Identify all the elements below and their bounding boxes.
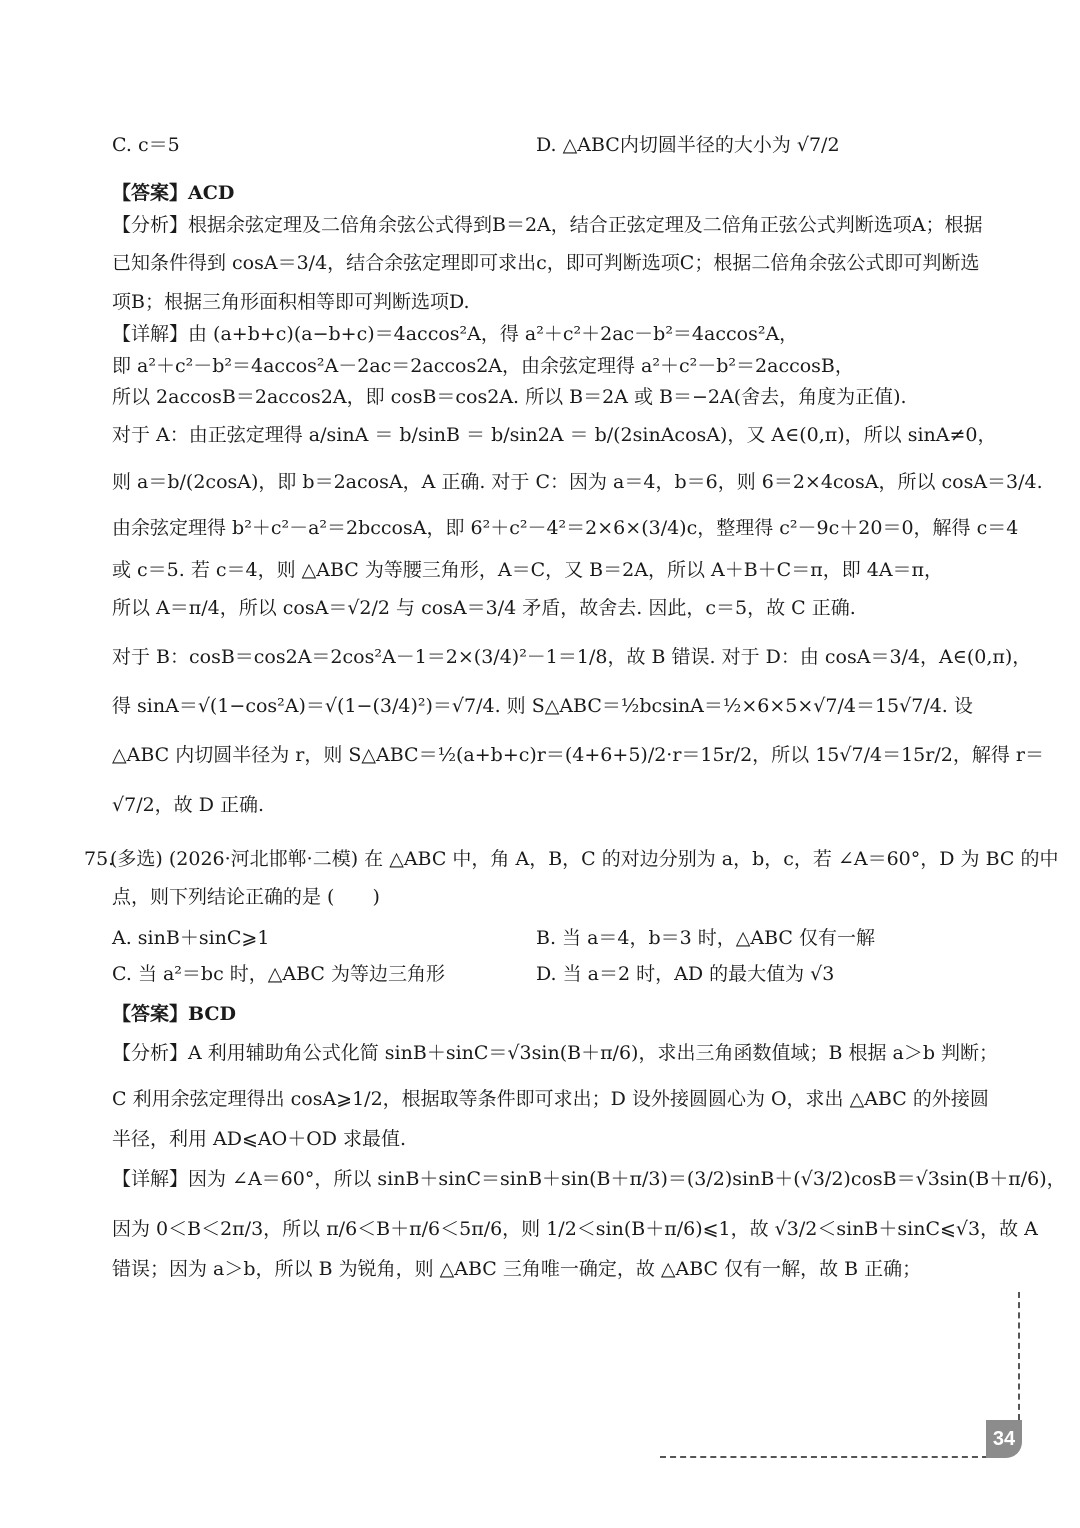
analysis-prev-line-3: 项B；根据三角形面积相等即可判断选项D.	[112, 291, 470, 313]
answer: 【答案】BCD	[112, 1003, 237, 1025]
question-stem-line-2: 点，则下列结论正确的是 ( )	[112, 886, 380, 908]
page-border-dashed-vertical	[1018, 1292, 1020, 1420]
detail-prev-line-12: √7/2，故 D 正确.	[112, 794, 265, 816]
detail-prev-line-3: 所以 2accosB＝2accos2A，即 cosB＝cos2A. 所以 B＝2A 或 B＝−2A(舍去，角度为正值).	[112, 386, 907, 408]
detail-prev-line-2: 即 a²＋c²－b²＝4accos²A－2ac＝2accos2A，由余弦定理得 a²＋c²－b²＝2accosB，	[112, 355, 854, 377]
analysis-line-3: 半径，利用 AD⩽AO＋OD 求最值.	[112, 1128, 407, 1150]
detail-prev-line-5: 则 a＝b/(2cosA)，即 b＝2acosA，A 正确. 对于 C：因为 a＝4，b＝6，则 6＝2×4cosA，所以 cosA＝3/4.	[112, 471, 1043, 493]
option-d-prev: D. △ABC内切圆半径的大小为 √7/2	[536, 134, 840, 156]
option-c-prev: C. c＝5	[112, 134, 180, 156]
detail-prev-line-1: 【详解】由 (a+b+c)(a−b+c)＝4accos²A，得 a²＋c²＋2ac－b²＝4accos²A，	[112, 323, 799, 345]
detail-prev-line-11: △ABC 内切圆半径为 r，则 S△ABC＝½(a+b+c)r＝(4+6+5)/2·r＝15r/2，所以 15√7/4＝15r/2，解得 r＝	[112, 744, 1044, 766]
analysis-line-2: C 利用余弦定理得出 cosA⩾1/2，根据取等条件即可求出；D 设外接圆圆心为 O，求出 △ABC 的外接圆	[112, 1088, 989, 1110]
option-d: D. 当 a＝2 时，AD 的最大值为 √3	[536, 963, 835, 985]
option-a: A. sinB＋sinC⩾1	[112, 927, 270, 949]
detail-line-2: 因为 0＜B＜2π/3，所以 π/6＜B＋π/6＜5π/6，则 1/2＜sin(B＋π/6)⩽1，故 √3/2＜sinB＋sinC⩽√3，故 A	[112, 1218, 1038, 1240]
page-number-badge	[986, 1420, 1022, 1458]
analysis-prev-line-1: 【分析】根据余弦定理及二倍角余弦公式得到B＝2A，结合正弦定理及二倍角正弦公式判断选项A；根据	[112, 214, 983, 236]
question-number: 75.	[84, 848, 115, 870]
option-c: C. 当 a²＝bc 时，△ABC 为等边三角形	[112, 963, 445, 985]
question-stem-line-1: (多选) (2026·河北邯郸·二模) 在 △ABC 中，角 A，B，C 的对边分别为 a，b，c，若 ∠A＝60°，D 为 BC 的中	[110, 848, 1059, 870]
detail-prev-line-8: 所以 A＝π/4，所以 cosA＝√2/2 与 cosA＝3/4 矛盾，故舍去. 因此，c＝5，故 C 正确.	[112, 597, 856, 619]
detail-prev-line-9: 对于 B：cosB＝cos2A＝2cos²A－1＝2×(3/4)²－1＝1/8，故 B 错误. 对于 D：由 cosA＝3/4，A∈(0,π)，	[112, 646, 1032, 668]
detail-line-1: 【详解】因为 ∠A＝60°，所以 sinB＋sinC＝sinB＋sin(B＋π/3)＝(3/2)sinB＋(√3/2)cosB＝√3sin(B＋π/6)，	[112, 1168, 1066, 1190]
detail-prev-line-6: 由余弦定理得 b²＋c²－a²＝2bccosA，即 6²＋c²－4²＝2×6×(3/4)c，整理得 c²－9c＋20＝0，解得 c＝4	[112, 517, 1019, 539]
detail-prev-line-7: 或 c＝5. 若 c＝4，则 △ABC 为等腰三角形，A＝C，又 B＝2A，所以 A＋B＋C＝π，即 4A＝π，	[112, 559, 944, 581]
answer-prev: 【答案】ACD	[112, 182, 235, 204]
detail-prev-line-10: 得 sinA＝√(1−cos²A)＝√(1−(3/4)²)＝√7/4. 则 S△ABC＝½bcsinA＝½×6×5×√7/4＝15√7/4. 设	[112, 695, 973, 717]
analysis-prev-line-2: 已知条件得到 cosA＝3/4，结合余弦定理即可求出c，即可判断选项C；根据二倍角余弦公式即可判断选	[112, 252, 980, 274]
option-b: B. 当 a＝4，b＝3 时，△ABC 仅有一解	[536, 927, 876, 949]
detail-prev-line-4: 对于 A：由正弦定理得 a/sinA ＝ b/sinB ＝ b/sin2A ＝ b/(2sinAcosA)，又 A∈(0,π)，所以 sinA≠0，	[112, 424, 997, 446]
analysis-line-1: 【分析】A 利用辅助角公式化简 sinB＋sinC＝√3sin(B＋π/6)，求出三角函数值域；B 根据 a＞b 判断；	[112, 1042, 999, 1064]
page-border-dashed-horizontal	[660, 1456, 988, 1458]
page-number: 34	[992, 1427, 1016, 1450]
detail-line-3: 错误；因为 a＞b，所以 B 为锐角，则 △ABC 三角唯一确定，故 △ABC 仅有一解，故 B 正确；	[112, 1258, 922, 1280]
